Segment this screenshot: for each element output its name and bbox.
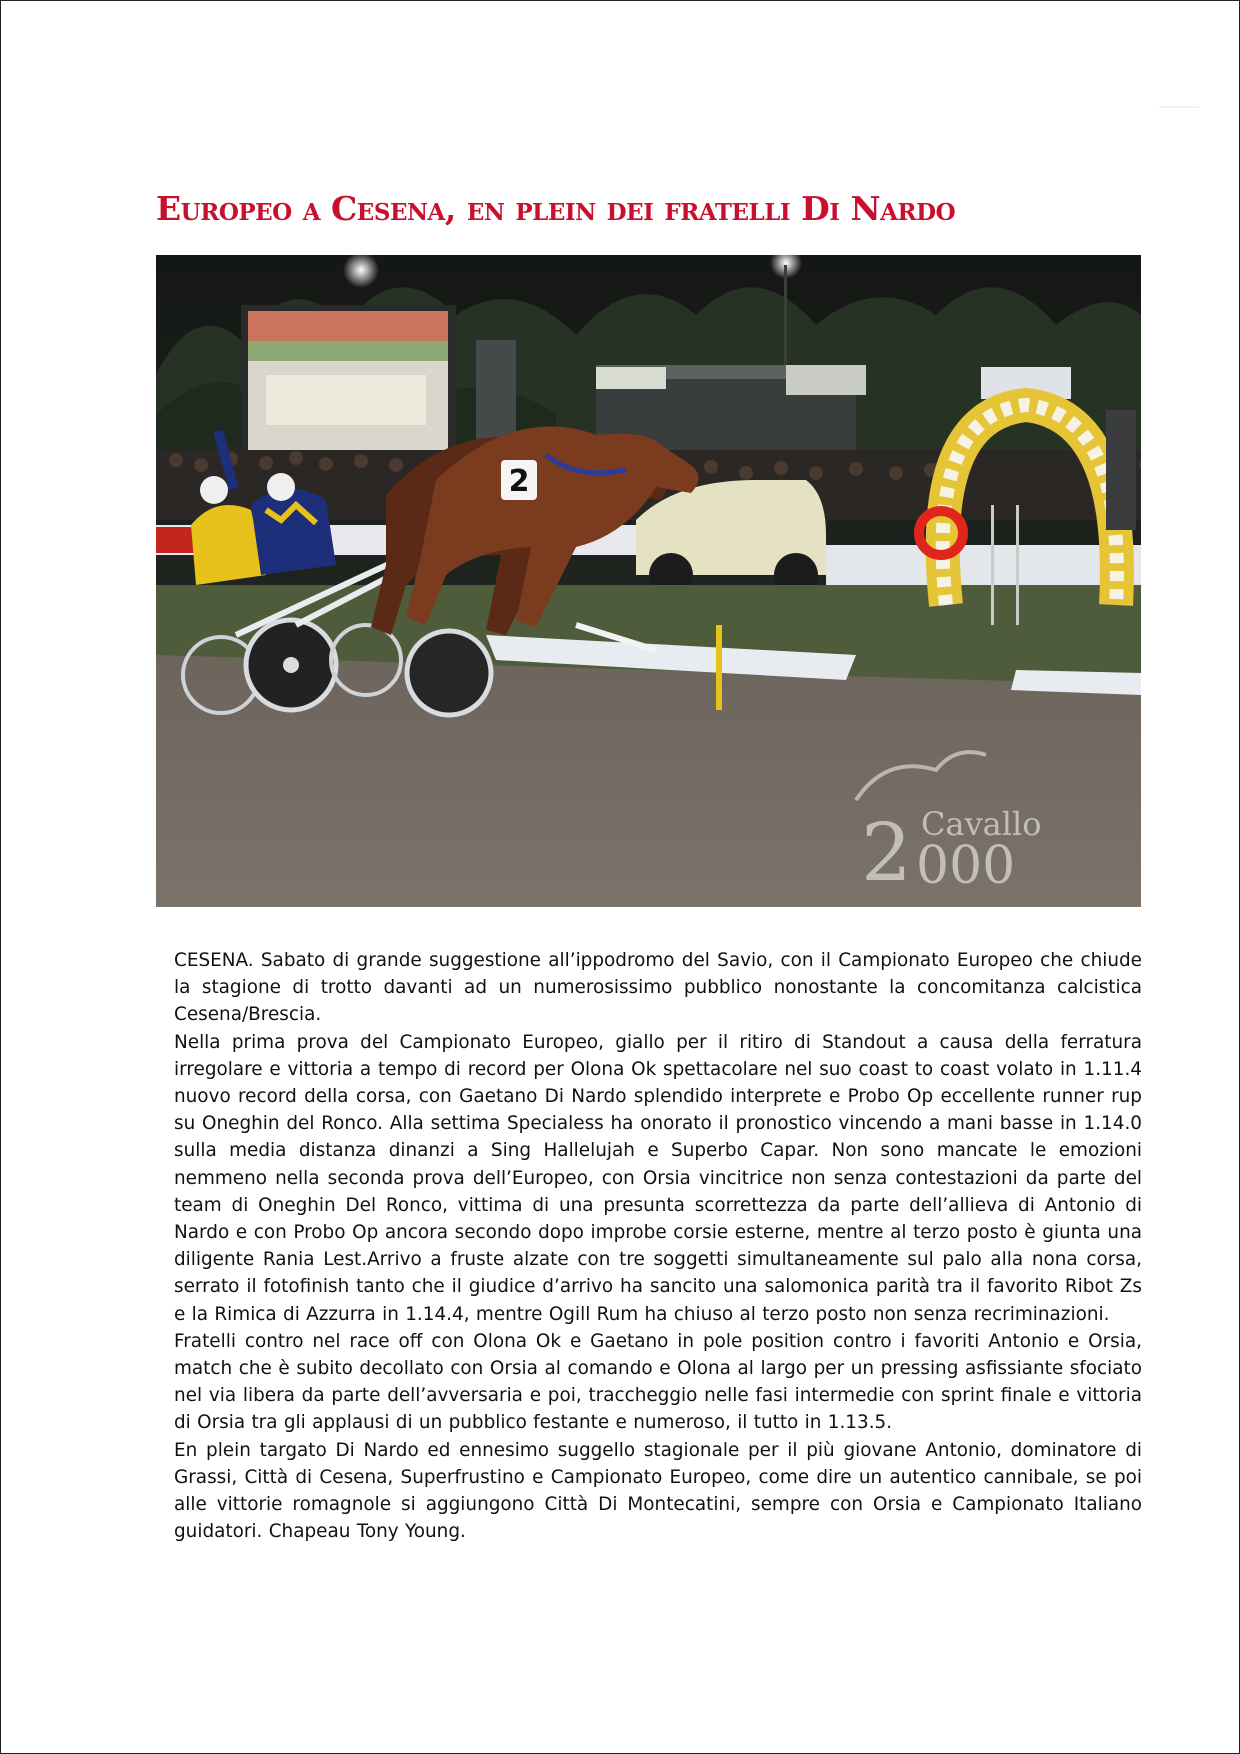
driver-helmet (200, 476, 228, 504)
light-pole (784, 265, 787, 375)
watermark-digits: 000 (916, 836, 1016, 896)
sponsor-sign (596, 367, 666, 389)
sulky-wheel (407, 631, 491, 715)
wreath-stand (1016, 505, 1019, 625)
scoreboard-band (248, 341, 448, 361)
sponsor-sign (786, 365, 866, 395)
finish-post (716, 625, 722, 710)
wreath-stand (991, 505, 994, 625)
race-photo-illustration (156, 255, 1141, 907)
article-paragraph: Nella prima prova del Campionato Europeo, giallo per il ritiro di Standout a causa della ferratura irregolare e vittoria a tempo di record per Olona Ok spettacolare nel suo coast to coast volato in 1.11.4 nuovo record della corsa, con Gaetano Di Nardo splendido interprete e Probo Op eccellente runner rup su Oneghin del Ronco. Alla settima Specialess ha onorato il pronostico vincendo a mani basse in 1.14.0 sulla media distanza dinanzi a Sing Hallelujah e Superbo Capar. Non sono mancate le emozioni nemmeno nella seconda prova dell’Europeo, con Orsia vincitrice non senza contestazioni da parte del team di Oneghin Del Ronco, vittima di una presunta scorrettezza da parte dell’allieva di Antonio di Nardo e con Probo Op ancora secondo dopo improbe corsie esterne, mentre al terzo posto è giunta una diligente Rania Lest.Arrivo a fruste alzate con tre soggetti simultaneamente sul palo alla nona corsa, serrato il fotofinish tanto che il giudice d’arrivo ha sancito una salomonica parità tra il favorito Ribot Zs e la Rimica di Azzurra in 1.14.4, mentre Ogill Rum ha chiuso al terzo posto non senza recriminazioni. (174, 1031, 1142, 1325)
article-paragraph: En plein targato Di Nardo ed ennesimo suggello stagionale per il più giovane Antonio, dominatore di Grassi, Città di Cesena, Superfrustino e Campionato Europeo, come dire un autentico cannibale, se poi alle vittorie romagnole si aggiungono Città Di Montecatini, sempre con Orsia e Campionato Italiano guidatori. Chapeau Tony Young. (174, 1439, 1142, 1543)
wheel-hub (283, 657, 299, 673)
article-paragraph: CESENA. Sabato di grande suggestione all’ippodromo del Savio, con il Campionato Europeo che chiude la stagione di trotto davanti ad un numerosissimo pubblico nonostante la concomitanza calcistica Cesena/Brescia. (174, 950, 1142, 1026)
scoreboard-band (248, 311, 448, 341)
scoreboard-panel (266, 375, 426, 425)
advertising-board (826, 545, 1141, 585)
article-paragraph: Fratelli contro nel race off con Olona Ok e Gaetano in pole position contro i favoriti Antonio e Orsia, match che è subito decollato con Orsia al comando e Olona al largo per un pressing asfissiante sfociato nel via libera da parte dell’avversaria e poi, traccheggio nelle fasi intermedie con sprint finale e vittoria di Orsia tra gli applausi di un pubblico festante e numeroso, il tutto in 1.13.5. (174, 1330, 1142, 1434)
driver-blue (251, 489, 336, 575)
race-photo (156, 255, 1141, 907)
page-mark (1159, 106, 1199, 108)
watermark-word: Cavallo (921, 805, 1042, 843)
saddle-number: 2 (508, 464, 530, 499)
driver-helmet (267, 473, 295, 501)
article-body (174, 947, 1142, 1545)
article-title: Europeo a Cesena, en plein dei fratelli Di Nardo (156, 189, 956, 228)
watermark-number: 2 (861, 806, 912, 899)
photographer (1106, 410, 1136, 530)
